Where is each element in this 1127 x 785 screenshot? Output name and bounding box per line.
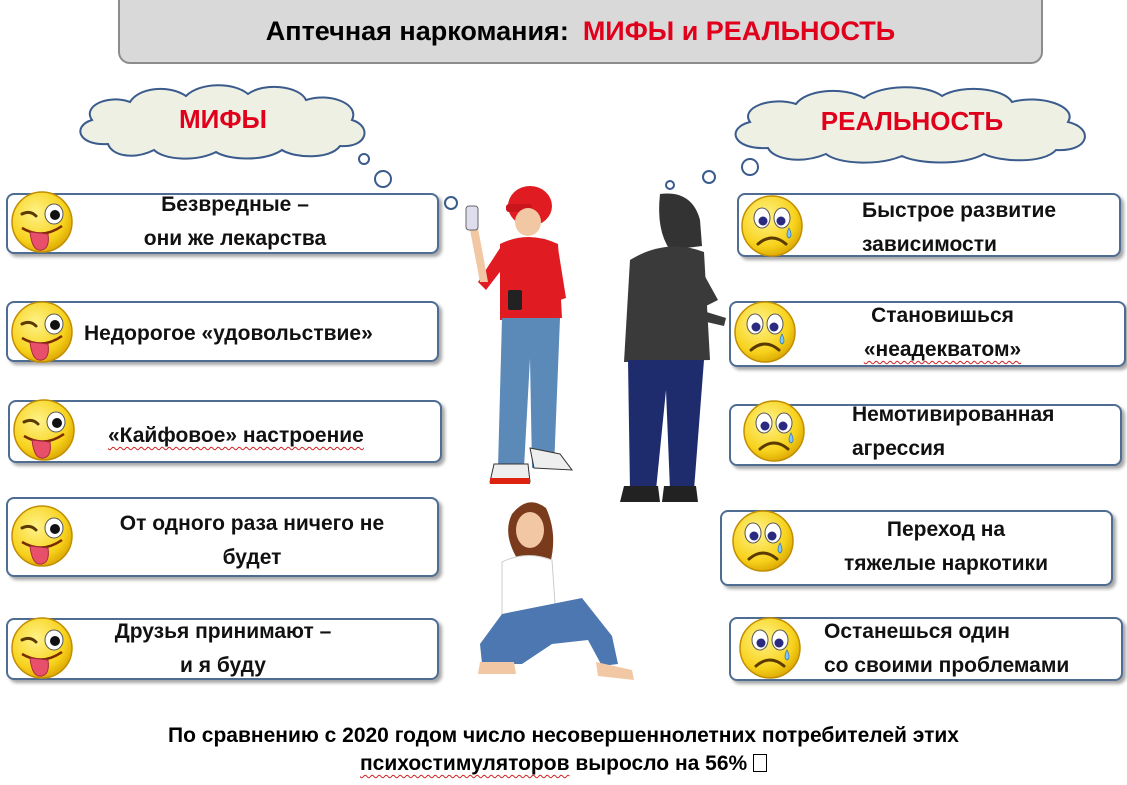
myth-line: будет bbox=[222, 546, 282, 569]
footer-line-2 bbox=[0, 750, 1127, 778]
myth-text-2 bbox=[84, 317, 373, 351]
crying-sad-face-icon bbox=[731, 509, 795, 573]
myths-header: МИФЫ bbox=[179, 104, 267, 134]
reality-text-2 bbox=[840, 299, 1045, 367]
winking-tongue-face-icon bbox=[10, 616, 74, 680]
reality-text-4 bbox=[820, 513, 1072, 581]
myths-cloud bbox=[68, 82, 378, 160]
thought-bubble-dot bbox=[374, 170, 392, 188]
footer-word: психостимуляторов bbox=[359, 752, 570, 775]
reality-cloud bbox=[722, 84, 1102, 164]
footer-rest: выросло на 56% bbox=[569, 752, 754, 775]
myth-line: Недорогое «удовольствие» bbox=[84, 322, 373, 345]
reality-line: Немотивированная bbox=[852, 403, 1055, 426]
crying-sad-face-icon bbox=[742, 399, 806, 463]
crying-sad-face-icon bbox=[738, 616, 802, 680]
reality-line: Быстрое развитие bbox=[862, 199, 1057, 222]
reality-line: агрессия bbox=[852, 437, 946, 460]
teen-boy-red-shirt-illustration bbox=[450, 178, 580, 498]
reality-text-3 bbox=[852, 398, 1054, 466]
sitting-girl-illustration bbox=[462, 494, 642, 694]
myth-line: Друзья принимают – bbox=[114, 620, 332, 643]
thought-bubble-dot bbox=[741, 158, 759, 176]
myth-text-3 bbox=[108, 419, 364, 453]
myth-line: и я буду bbox=[180, 654, 266, 677]
myth-line: Безвредные – bbox=[161, 193, 309, 216]
winking-tongue-face-icon bbox=[10, 300, 74, 364]
reality-line: со своими проблемами bbox=[824, 654, 1070, 677]
hooded-man-illustration bbox=[600, 190, 730, 510]
reality-line: зависимости bbox=[862, 233, 997, 256]
title-prefix: Аптечная наркомания: bbox=[265, 15, 569, 46]
myth-text-4 bbox=[92, 507, 412, 575]
reality-header: РЕАЛЬНОСТЬ bbox=[820, 106, 1004, 136]
reality-line: «неадекватом» bbox=[863, 338, 1022, 361]
thought-bubble-dot bbox=[358, 153, 370, 165]
title-highlight: МИФЫ и РЕАЛЬНОСТЬ bbox=[582, 15, 896, 46]
myth-line: От одного раза ничего не bbox=[119, 512, 385, 535]
page-title bbox=[118, 0, 1043, 64]
myth-line: они же лекарства bbox=[143, 227, 327, 250]
reality-line: Становишься bbox=[871, 304, 1014, 327]
footer-line-1: По сравнению с 2020 годом число несовершеннолетних потребителей этих bbox=[168, 724, 959, 747]
footer-statistic bbox=[0, 722, 1127, 778]
reality-line: Переход на bbox=[886, 518, 1006, 541]
crying-sad-face-icon bbox=[740, 194, 804, 258]
thought-bubble-dot bbox=[665, 180, 675, 190]
crying-sad-face-icon bbox=[733, 300, 797, 364]
reality-line: Останешься один bbox=[824, 620, 1010, 643]
reality-text-1 bbox=[862, 194, 1056, 262]
placeholder-glyph-icon bbox=[753, 754, 767, 772]
reality-text-5 bbox=[824, 615, 1069, 683]
myth-line: «Кайфовое» настроение bbox=[108, 424, 364, 447]
reality-line: тяжелые наркотики bbox=[844, 552, 1048, 575]
winking-tongue-face-icon bbox=[10, 190, 74, 254]
winking-tongue-face-icon bbox=[12, 398, 76, 462]
myth-text-5 bbox=[92, 615, 354, 683]
myth-text-1 bbox=[110, 188, 360, 256]
thought-bubble-dot bbox=[702, 170, 716, 184]
winking-tongue-face-icon bbox=[10, 504, 74, 568]
